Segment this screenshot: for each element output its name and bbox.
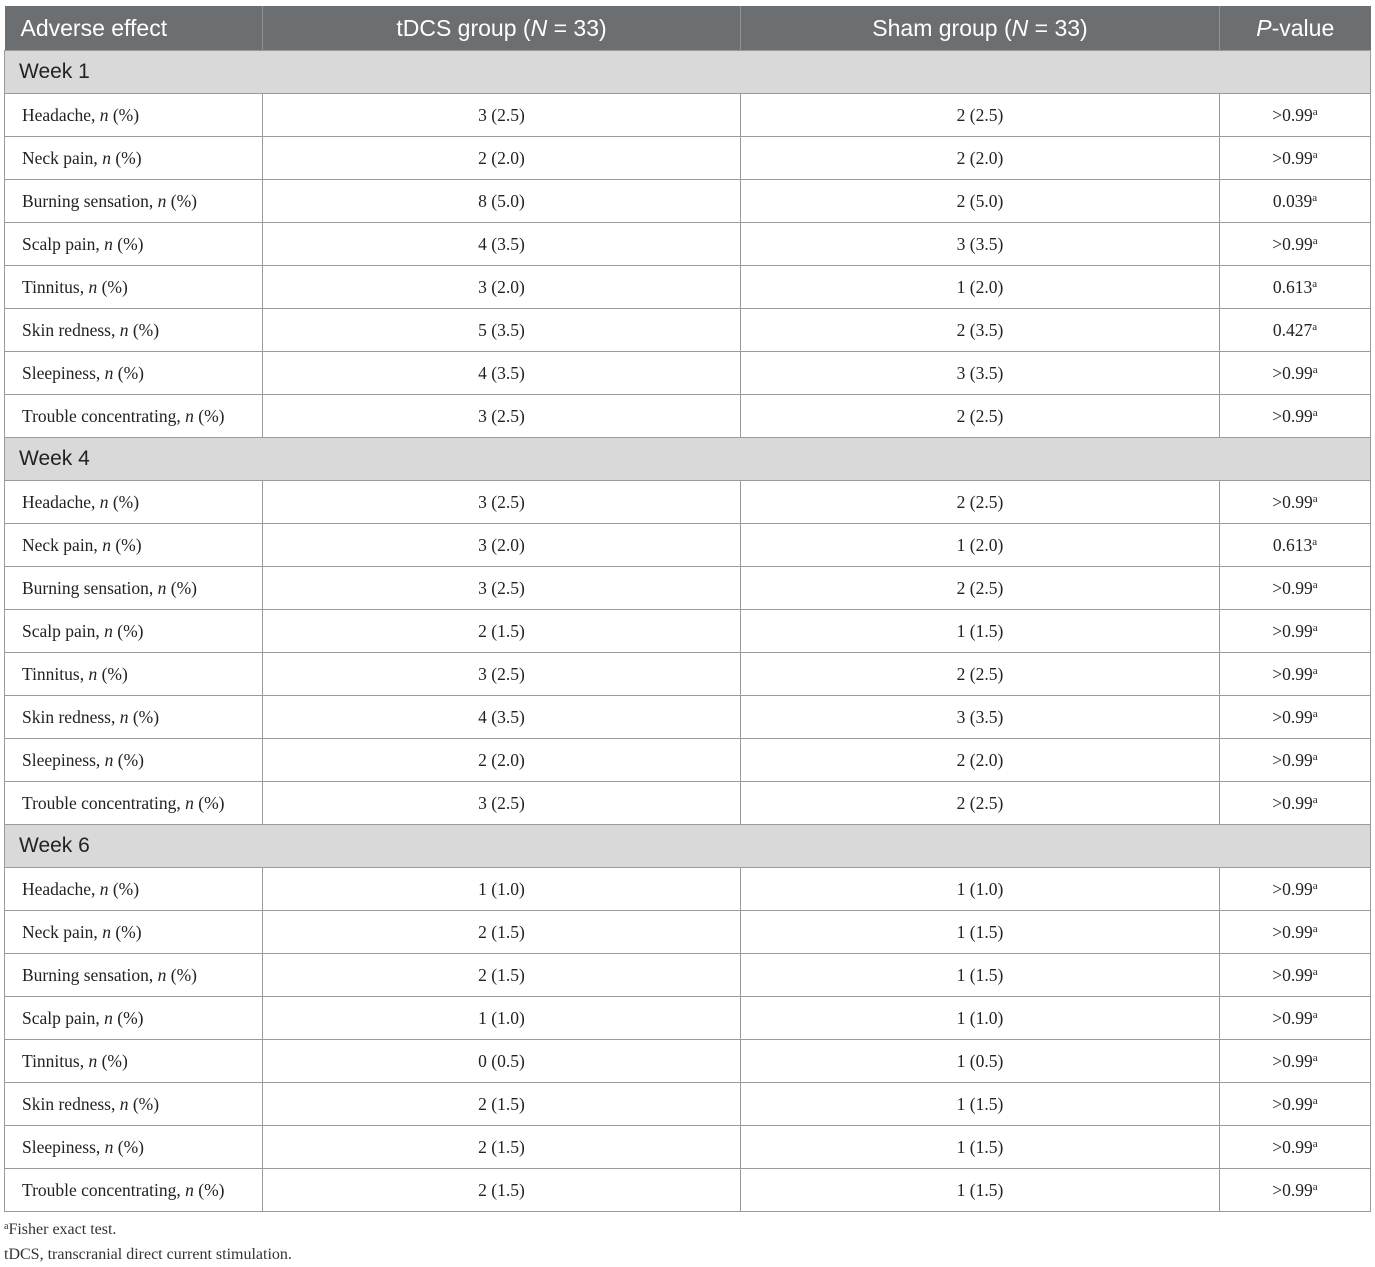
footnote-marker: a	[1312, 363, 1318, 376]
adverse-effect-cell	[5, 1040, 263, 1083]
adverse-effect-label: Skin redness,	[22, 319, 120, 340]
p-value-cell	[1220, 1126, 1371, 1169]
tdcs-value-cell: 2 (1.5)	[263, 1083, 741, 1126]
p-value: 0.039	[1272, 190, 1313, 211]
header-tdcs-n: N	[530, 14, 548, 41]
unit-n: n	[119, 706, 129, 727]
unit-percent: (%)	[193, 405, 225, 426]
sham-value-cell: 1 (1.5)	[741, 1169, 1220, 1212]
sham-value-cell: 1 (1.5)	[741, 1083, 1220, 1126]
footnote-a-marker: a	[4, 1221, 9, 1232]
tdcs-value-cell: 4 (3.5)	[263, 223, 741, 266]
unit-n: n	[119, 1093, 129, 1114]
table-row	[5, 739, 1371, 782]
unit-percent: (%)	[112, 1007, 144, 1028]
sham-value-cell: 2 (2.5)	[741, 94, 1220, 137]
footnote-marker: a	[1312, 750, 1318, 763]
sham-value-cell: 1 (0.5)	[741, 1040, 1220, 1083]
footnote-marker: a	[1312, 664, 1318, 677]
footnote-a	[4, 1217, 292, 1242]
unit-n: n	[99, 104, 109, 125]
table-row	[5, 309, 1371, 352]
adverse-effect-label: Tinnitus,	[22, 663, 89, 684]
footnote-marker: a	[1312, 1008, 1318, 1021]
header-sham-pre: Sham group (	[872, 14, 1012, 41]
header-sham-group	[741, 6, 1220, 51]
tdcs-value-cell: 4 (3.5)	[263, 352, 741, 395]
section-title: Week 4	[5, 438, 1371, 481]
table-row	[5, 137, 1371, 180]
unit-n: n	[104, 1007, 113, 1028]
header-adverse-effect-text: Adverse effect	[20, 14, 168, 41]
tdcs-value-cell: 2 (2.0)	[263, 739, 741, 782]
tdcs-value-cell: 3 (2.5)	[263, 567, 741, 610]
footnote-marker: a	[1312, 277, 1318, 290]
unit-n: n	[104, 620, 113, 641]
p-value: >0.99	[1272, 964, 1313, 985]
header-tdcs-pre: tDCS group (	[396, 14, 531, 41]
table-row	[5, 782, 1371, 825]
adverse-effect-cell	[5, 137, 263, 180]
table-header	[5, 6, 1371, 51]
p-value: >0.99	[1272, 792, 1313, 813]
adverse-effect-label: Sleepiness,	[22, 362, 105, 383]
footnote-marker: a	[1312, 1137, 1318, 1150]
tdcs-value-cell: 3 (2.5)	[263, 395, 741, 438]
section-title: Week 1	[5, 51, 1371, 94]
adverse-effect-label: Skin redness,	[22, 1093, 120, 1114]
header-sham-n: N	[1011, 14, 1029, 41]
unit-percent: (%)	[166, 577, 197, 598]
unit-percent: (%)	[193, 1179, 225, 1200]
tdcs-value-cell: 3 (2.5)	[263, 481, 741, 524]
p-value-cell	[1220, 567, 1371, 610]
header-tdcs-post: = 33)	[547, 14, 607, 41]
sham-value-cell: 1 (1.0)	[741, 868, 1220, 911]
footnote-abbreviation: tDCS, transcranial direct current stimulation.	[4, 1246, 292, 1263]
unit-n: n	[102, 147, 111, 168]
p-value: >0.99	[1272, 878, 1313, 899]
footnote-marker: a	[1312, 578, 1318, 591]
p-value: >0.99	[1272, 362, 1313, 383]
footnote-marker: a	[1312, 234, 1318, 247]
tdcs-value-cell: 3 (2.0)	[263, 524, 741, 567]
footnote-marker: a	[1312, 492, 1318, 505]
p-value-cell	[1220, 94, 1371, 137]
footnote-marker: a	[1312, 879, 1318, 892]
adverse-effect-cell	[5, 954, 263, 997]
adverse-effect-cell	[5, 309, 263, 352]
unit-percent: (%)	[166, 190, 197, 211]
adverse-effect-cell	[5, 696, 263, 739]
adverse-effect-label: Skin redness,	[22, 706, 120, 727]
sham-value-cell: 1 (1.5)	[741, 1126, 1220, 1169]
adverse-effect-cell	[5, 868, 263, 911]
table-row	[5, 1126, 1371, 1169]
p-value: >0.99	[1272, 620, 1313, 641]
footnote-marker: a	[1312, 621, 1318, 634]
header-row	[5, 6, 1371, 51]
p-value-cell	[1220, 696, 1371, 739]
table-row	[5, 567, 1371, 610]
adverse-effect-label: Trouble concentrating,	[22, 792, 186, 813]
p-value-cell	[1220, 1169, 1371, 1212]
p-value-cell	[1220, 137, 1371, 180]
adverse-effect-cell	[5, 1169, 263, 1212]
footnote-marker: a	[1312, 922, 1318, 935]
unit-percent: (%)	[108, 104, 140, 125]
adverse-effect-label: Tinnitus,	[22, 276, 89, 297]
sham-value-cell: 2 (2.5)	[741, 395, 1220, 438]
adverse-effect-cell	[5, 223, 263, 266]
adverse-effect-cell	[5, 997, 263, 1040]
sham-value-cell: 1 (1.5)	[741, 954, 1220, 997]
footnote-marker: a	[1312, 191, 1318, 204]
tdcs-value-cell: 1 (1.0)	[263, 997, 741, 1040]
tdcs-value-cell: 4 (3.5)	[263, 696, 741, 739]
sham-value-cell: 1 (1.5)	[741, 610, 1220, 653]
unit-n: n	[185, 405, 194, 426]
footnote-a-text: Fisher exact test.	[8, 1221, 117, 1238]
adverse-effect-label: Neck pain,	[22, 147, 103, 168]
table-footnotes	[4, 1217, 292, 1267]
tdcs-value-cell: 2 (2.0)	[263, 137, 741, 180]
unit-percent: (%)	[166, 964, 197, 985]
tdcs-value-cell: 2 (1.5)	[263, 911, 741, 954]
unit-n: n	[185, 1179, 194, 1200]
p-value-cell	[1220, 997, 1371, 1040]
p-value: >0.99	[1272, 706, 1313, 727]
tdcs-value-cell: 3 (2.5)	[263, 782, 741, 825]
p-value: >0.99	[1272, 1093, 1313, 1114]
adverse-effect-label: Tinnitus,	[22, 1050, 89, 1071]
unit-n: n	[102, 534, 111, 555]
section-row	[5, 51, 1371, 94]
p-value: >0.99	[1272, 749, 1313, 770]
table-row	[5, 610, 1371, 653]
p-value-cell	[1220, 653, 1371, 696]
p-value-cell	[1220, 739, 1371, 782]
p-value: >0.99	[1272, 1050, 1313, 1071]
footnote-marker: a	[1312, 105, 1318, 118]
table-row	[5, 266, 1371, 309]
adverse-effect-label: Trouble concentrating,	[22, 1179, 186, 1200]
unit-percent: (%)	[113, 362, 144, 383]
unit-percent: (%)	[113, 749, 144, 770]
sham-value-cell: 2 (3.5)	[741, 309, 1220, 352]
adverse-effect-cell	[5, 782, 263, 825]
adverse-effect-label: Sleepiness,	[22, 749, 105, 770]
sham-value-cell: 2 (2.5)	[741, 567, 1220, 610]
unit-percent: (%)	[128, 1093, 160, 1114]
adverse-effect-label: Trouble concentrating,	[22, 405, 186, 426]
unit-n: n	[88, 1050, 98, 1071]
unit-percent: (%)	[110, 147, 142, 168]
footnote-marker: a	[1312, 1180, 1318, 1193]
unit-percent: (%)	[97, 1050, 128, 1071]
unit-percent: (%)	[108, 491, 140, 512]
footnote-marker: a	[1312, 320, 1318, 333]
unit-percent: (%)	[112, 620, 144, 641]
p-value: >0.99	[1272, 405, 1313, 426]
adverse-effect-label: Headache,	[22, 878, 100, 899]
adverse-effect-cell	[5, 481, 263, 524]
adverse-effect-cell	[5, 653, 263, 696]
unit-n: n	[102, 921, 111, 942]
header-p-italic: P	[1256, 14, 1272, 41]
footnote-marker: a	[1312, 406, 1318, 419]
sham-value-cell: 1 (1.0)	[741, 997, 1220, 1040]
footnote-marker: a	[1312, 535, 1318, 548]
sham-value-cell: 2 (2.5)	[741, 653, 1220, 696]
adverse-effect-label: Burning sensation,	[22, 190, 158, 211]
p-value: >0.99	[1272, 663, 1313, 684]
unit-n: n	[88, 663, 98, 684]
p-value: >0.99	[1272, 104, 1313, 125]
unit-n: n	[99, 878, 109, 899]
sham-value-cell: 2 (2.0)	[741, 137, 1220, 180]
adverse-effect-label: Scalp pain,	[22, 620, 105, 641]
p-value: >0.99	[1272, 147, 1313, 168]
table-row	[5, 954, 1371, 997]
footnote-marker: a	[1312, 148, 1318, 161]
sham-value-cell: 2 (2.5)	[741, 481, 1220, 524]
unit-percent: (%)	[112, 233, 144, 254]
unit-percent: (%)	[110, 921, 142, 942]
header-p-value	[1220, 6, 1371, 51]
adverse-effect-cell	[5, 567, 263, 610]
table-row	[5, 911, 1371, 954]
section-row	[5, 825, 1371, 868]
p-value-cell	[1220, 868, 1371, 911]
adverse-effect-cell	[5, 180, 263, 223]
p-value-cell	[1220, 524, 1371, 567]
p-value: 0.613	[1272, 534, 1313, 555]
adverse-effect-label: Scalp pain,	[22, 1007, 105, 1028]
tdcs-value-cell: 3 (2.5)	[263, 94, 741, 137]
footnote-marker: a	[1312, 1051, 1318, 1064]
p-value-cell	[1220, 954, 1371, 997]
unit-n: n	[185, 792, 194, 813]
unit-n: n	[157, 577, 167, 598]
unit-percent: (%)	[113, 1136, 144, 1157]
unit-percent: (%)	[97, 663, 128, 684]
sham-value-cell: 1 (2.0)	[741, 266, 1220, 309]
p-value-cell	[1220, 481, 1371, 524]
unit-n: n	[104, 749, 114, 770]
header-tdcs-group	[263, 6, 741, 51]
p-value: 0.613	[1272, 276, 1313, 297]
tdcs-value-cell: 3 (2.0)	[263, 266, 741, 309]
adverse-effect-label: Neck pain,	[22, 921, 103, 942]
tdcs-value-cell: 2 (1.5)	[263, 610, 741, 653]
p-value-cell	[1220, 1040, 1371, 1083]
adverse-effect-label: Burning sensation,	[22, 577, 158, 598]
unit-percent: (%)	[110, 534, 142, 555]
adverse-effect-label: Sleepiness,	[22, 1136, 105, 1157]
adverse-effect-cell	[5, 94, 263, 137]
sham-value-cell: 3 (3.5)	[741, 352, 1220, 395]
table-row	[5, 653, 1371, 696]
unit-n: n	[104, 1136, 114, 1157]
adverse-effect-label: Headache,	[22, 104, 100, 125]
unit-percent: (%)	[193, 792, 225, 813]
sham-value-cell: 1 (2.0)	[741, 524, 1220, 567]
adverse-effect-label: Burning sensation,	[22, 964, 158, 985]
sham-value-cell: 1 (1.5)	[741, 911, 1220, 954]
table-row	[5, 395, 1371, 438]
p-value-cell	[1220, 395, 1371, 438]
adverse-effects-table	[4, 6, 1371, 1212]
p-value-cell	[1220, 782, 1371, 825]
tdcs-value-cell: 2 (1.5)	[263, 954, 741, 997]
tdcs-value-cell: 1 (1.0)	[263, 868, 741, 911]
adverse-effect-cell	[5, 911, 263, 954]
unit-n: n	[157, 964, 167, 985]
unit-n: n	[88, 276, 98, 297]
p-value-cell	[1220, 352, 1371, 395]
sham-value-cell: 2 (5.0)	[741, 180, 1220, 223]
tdcs-value-cell: 3 (2.5)	[263, 653, 741, 696]
header-adverse-effect	[5, 6, 263, 51]
adverse-effect-cell	[5, 1126, 263, 1169]
adverse-effect-cell	[5, 266, 263, 309]
adverse-effect-cell	[5, 1083, 263, 1126]
table-row	[5, 180, 1371, 223]
sham-value-cell: 2 (2.0)	[741, 739, 1220, 782]
p-value-cell	[1220, 266, 1371, 309]
footnote-marker: a	[1312, 707, 1318, 720]
adverse-effect-cell	[5, 610, 263, 653]
table-row	[5, 1083, 1371, 1126]
p-value-cell	[1220, 180, 1371, 223]
p-value-cell	[1220, 1083, 1371, 1126]
adverse-effect-label: Neck pain,	[22, 534, 103, 555]
p-value-cell	[1220, 309, 1371, 352]
p-value-cell	[1220, 223, 1371, 266]
table-row	[5, 524, 1371, 567]
p-value: >0.99	[1272, 1179, 1313, 1200]
tdcs-value-cell: 5 (3.5)	[263, 309, 741, 352]
footnote-marker: a	[1312, 793, 1318, 806]
unit-n: n	[157, 190, 167, 211]
p-value: >0.99	[1272, 491, 1313, 512]
header-p-rest: -value	[1271, 14, 1335, 41]
tdcs-value-cell: 2 (1.5)	[263, 1169, 741, 1212]
p-value: >0.99	[1272, 921, 1313, 942]
adverse-effect-label: Scalp pain,	[22, 233, 105, 254]
section-title: Week 6	[5, 825, 1371, 868]
p-value-cell	[1220, 911, 1371, 954]
unit-n: n	[99, 491, 109, 512]
table-row	[5, 696, 1371, 739]
table-row	[5, 94, 1371, 137]
tdcs-value-cell: 2 (1.5)	[263, 1126, 741, 1169]
table-row	[5, 997, 1371, 1040]
unit-percent: (%)	[97, 276, 128, 297]
unit-percent: (%)	[128, 706, 160, 727]
table-row	[5, 223, 1371, 266]
sham-value-cell: 2 (2.5)	[741, 782, 1220, 825]
unit-percent: (%)	[128, 319, 160, 340]
p-value-cell	[1220, 610, 1371, 653]
header-sham-post: = 33)	[1028, 14, 1088, 41]
adverse-effect-label: Headache,	[22, 491, 100, 512]
table-row	[5, 481, 1371, 524]
tdcs-value-cell: 8 (5.0)	[263, 180, 741, 223]
table-body	[5, 51, 1371, 1212]
unit-percent: (%)	[108, 878, 140, 899]
table-row	[5, 1040, 1371, 1083]
p-value: >0.99	[1272, 1136, 1313, 1157]
adverse-effect-cell	[5, 524, 263, 567]
adverse-effect-cell	[5, 739, 263, 782]
table-row	[5, 1169, 1371, 1212]
table-row	[5, 868, 1371, 911]
sham-value-cell: 3 (3.5)	[741, 696, 1220, 739]
p-value: >0.99	[1272, 577, 1313, 598]
table-row	[5, 352, 1371, 395]
unit-n: n	[104, 362, 114, 383]
adverse-effect-cell	[5, 395, 263, 438]
footnote-marker: a	[1312, 965, 1318, 978]
footnote-marker: a	[1312, 1094, 1318, 1107]
unit-n: n	[119, 319, 129, 340]
sham-value-cell: 3 (3.5)	[741, 223, 1220, 266]
p-value: >0.99	[1272, 1007, 1313, 1028]
adverse-effects-table-container	[4, 6, 1370, 1212]
p-value: >0.99	[1272, 233, 1313, 254]
adverse-effect-cell	[5, 352, 263, 395]
unit-n: n	[104, 233, 113, 254]
p-value: 0.427	[1272, 319, 1313, 340]
tdcs-value-cell: 0 (0.5)	[263, 1040, 741, 1083]
section-row	[5, 438, 1371, 481]
